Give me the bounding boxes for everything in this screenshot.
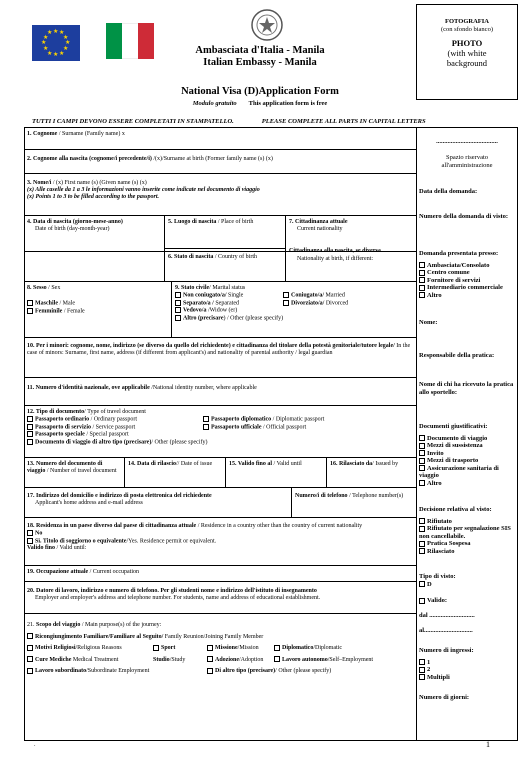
- sidebar-entries: Numero di ingressi: 1 2 Multipli: [419, 647, 474, 681]
- residence-no-checkbox[interactable]: [27, 530, 33, 536]
- field-surname[interactable]: 1. Cognome / Surname (Family name) x: [24, 128, 416, 150]
- other-purpose-checkbox[interactable]: [207, 668, 213, 674]
- refused-sis-checkbox[interactable]: [419, 526, 425, 532]
- italian-republic-emblem-icon: [250, 8, 284, 42]
- subordinate-employment-checkbox[interactable]: [27, 668, 33, 674]
- family-reunion-checkbox[interactable]: [27, 633, 33, 639]
- field-first-names[interactable]: 3. Nome/i / (x) First name (s) (Given name (s) (x) (x) Alle caselle da 1 a 3 le informazioni vanno inserite come indicate nel documento di viaggio (x) Points 1 to 3 to be filled according to the passport.: [24, 174, 416, 216]
- refused-checkbox[interactable]: [419, 518, 425, 524]
- field-date-of-birth[interactable]: 4. Data di nascita (giorno-mese-anno) Date of birth (day-month-year): [24, 216, 165, 282]
- sidebar-from: dal ............................: [419, 612, 475, 619]
- sidebar-days: Numero di giorni:: [419, 694, 470, 701]
- embassy-checkbox[interactable]: [419, 262, 425, 268]
- doc-insurance-checkbox[interactable]: [419, 465, 425, 471]
- field-issue-date[interactable]: 14. Data di rilascio// Date of issue: [125, 458, 226, 488]
- field-nationality[interactable]: 7. Cittadinanza attuale Current nationality Cittadinanza alla nascita, se diversa Nationality at birth, if different:: [286, 216, 416, 282]
- widow-checkbox[interactable]: [175, 307, 181, 313]
- visa-d-checkbox[interactable]: [419, 581, 425, 587]
- diplomatic-checkbox[interactable]: [274, 645, 280, 651]
- doc-invitation-checkbox[interactable]: [419, 450, 425, 456]
- doc-travel-checkbox[interactable]: [419, 435, 425, 441]
- field-national-id[interactable]: 11. Numero d'identità nazionale, ove applicabile /National identity number, where applicable: [24, 378, 416, 406]
- sport-checkbox[interactable]: [153, 645, 159, 651]
- eu-flag: ★ ★ ★ ★ ★ ★ ★ ★ ★ ★ ★ ★: [32, 25, 80, 61]
- diplomatic-passport-checkbox[interactable]: [203, 416, 209, 422]
- form-title: National Visa (D)Application Form: [181, 86, 339, 97]
- self-employment-checkbox[interactable]: [274, 656, 280, 662]
- sidebar-application-date: Data della domanda:: [419, 188, 478, 195]
- field-employer[interactable]: 20. Datore di lavoro, indirizzo e numero di telefono. Per gli studenti nome e indirizzo dell'istituto di insegnamento Employer and employer's address and telephone number. For students, name and address of educational establishment.: [24, 582, 416, 614]
- sidebar-responsible: Responsabile della pratica:: [419, 352, 495, 359]
- doc-means-checkbox[interactable]: [419, 443, 425, 449]
- single-checkbox[interactable]: [175, 292, 181, 298]
- mission-checkbox[interactable]: [207, 645, 213, 651]
- issued-checkbox[interactable]: [419, 548, 425, 554]
- intermediary-checkbox[interactable]: [419, 285, 425, 291]
- married-checkbox[interactable]: [283, 292, 289, 298]
- medical-checkbox[interactable]: [27, 656, 33, 662]
- ordinary-passport-checkbox[interactable]: [27, 416, 33, 422]
- adoption-checkbox[interactable]: [207, 656, 213, 662]
- sidebar-valid: Valido:: [419, 597, 515, 605]
- field-travel-document-type[interactable]: 12. Tipo di documento/ Type of travel document Passaporto ordinario / Ordinary passport Passaporto diplomatico / Diplomatic passport Passaporto di servizio / Service passport Passaporto ufficiale / Official passport Passaporto speciale / Special passport Documento di viaggio di altro tipo (precisare)/ Other (please specify): [24, 406, 416, 458]
- field-issued-by[interactable]: 16. Rilasciato da/ Issued by: [327, 458, 416, 488]
- service-passport-checkbox[interactable]: [27, 424, 33, 430]
- sidebar-decision: Decisione relativa al visto: Rifiutato Rifiutato per segnalazione SIS non cancellabile. Pratica Sospesa Rilasciato: [419, 506, 511, 555]
- official-passport-checkbox[interactable]: [203, 424, 209, 430]
- religious-checkbox[interactable]: [27, 645, 33, 651]
- sidebar-name: Nome:: [419, 319, 438, 326]
- italy-flag: [106, 23, 154, 59]
- admin-divider: [416, 127, 417, 741]
- field-valid-until[interactable]: 15. Valido fino al / Valid until: [226, 458, 327, 488]
- suspended-checkbox[interactable]: [419, 541, 425, 547]
- page-number: 1: [486, 740, 490, 749]
- field-purpose[interactable]: 21. Scopo del viaggio / Main purpose(s) of the journey: Ricongiungimento Familiare/Familiare al Seguito/ Family Reunion/Joining Family Member Motivi Religiosi/Religious Reasons Sport Missione/Mission Diplomatico/Diplomatic Cure Mediche Medical Treatment Studio/Study Adozione/Adoption Lavoro autonomo/Self–Employment Lavoro subordinato/Subordinate Employment Di altro tipo (precisare)/ Other (please specify): [27, 622, 374, 674]
- male-checkbox[interactable]: [27, 300, 33, 306]
- field-document-number[interactable]: 13. Numero del documento di viaggio / Number of travel document: [24, 458, 125, 488]
- field-home-address[interactable]: 17. Indirizzo del domicilio e indirizzo di posta elettronica del richiedente Applicant's home address and e-mail address: [24, 488, 292, 518]
- other-submitted-checkbox[interactable]: [419, 292, 425, 298]
- residence-yes-checkbox[interactable]: [27, 538, 33, 544]
- field-country-of-birth[interactable]: 6. Stato di nascita / Country of birth: [165, 249, 286, 282]
- free-notice: Modulo gratuito This application form is free: [192, 100, 328, 107]
- sidebar-submitted-at: Domanda presentata presso: Ambasciata/Consolato Centro comune Fornitore di servizi Intermediario commerciale Altro: [419, 250, 503, 299]
- sidebar-to: al..............................: [419, 627, 473, 634]
- other-marital-checkbox[interactable]: [175, 315, 181, 321]
- field-sex[interactable]: 8. Sesso / Sex Maschile / Male Femminile / Female: [24, 282, 172, 338]
- footer-mark: .: [34, 742, 36, 748]
- field-place-of-birth[interactable]: 5. Luogo di nascita / Place of birth: [165, 216, 286, 249]
- other-document-checkbox[interactable]: [27, 439, 33, 445]
- field-telephone[interactable]: Numero/i di telefono / Telephone number(s): [292, 488, 416, 518]
- photo-box: FOTOGRAFIA (con sfondo bianco) PHOTO (with white background: [416, 4, 518, 100]
- field-surname-at-birth[interactable]: 2. Cognome alla nascita (cognome/i precedente/i) /(x)/Surname at birth (Former family name (s) (x): [24, 150, 416, 174]
- common-centre-checkbox[interactable]: [419, 270, 425, 276]
- separated-checkbox[interactable]: [175, 300, 181, 306]
- sidebar-visa-type: Tipo di visto: D: [419, 573, 456, 588]
- doc-other-checkbox[interactable]: [419, 480, 425, 486]
- field-residence[interactable]: 18. Residenza in un paese diverso dal paese di cittadinanza attuale / Residence in a country other than the country of current nationality No Sì. Titolo di soggiorno o equivalente/Yes. Residence permit or equivalent. Valido fino / Valid until:: [24, 518, 416, 566]
- sidebar-documents: Documenti giustificativi: Documento di viaggio Mezzi di sussistenza Invito Mezzi di trasporto Assicurazione sanitaria di viaggio Altro: [419, 423, 499, 487]
- female-checkbox[interactable]: [27, 308, 33, 314]
- special-passport-checkbox[interactable]: [27, 431, 33, 437]
- sidebar-received-by: Nome di chi ha ricevuto la pratica allo sportello:: [419, 381, 514, 396]
- sidebar-application-number: Numero della domanda di visto:: [419, 213, 509, 220]
- entries-2-checkbox[interactable]: [419, 667, 425, 673]
- valid-checkbox[interactable]: [419, 598, 425, 604]
- instructions: TUTTI I CAMPI DEVONO ESSERE COMPLETATI IN STAMPATELLO. PLEASE COMPLETE ALL PARTS IN CAPITAL LETTERS: [32, 118, 426, 125]
- entries-multiple-checkbox[interactable]: [419, 674, 425, 680]
- sidebar-reserved: Spazio riservato all'amministrazione: [441, 154, 493, 169]
- divorced-checkbox[interactable]: [283, 300, 289, 306]
- field-occupation[interactable]: 19. Occupazione attuale / Current occupation: [24, 566, 416, 582]
- doc-transport-checkbox[interactable]: [419, 458, 425, 464]
- service-provider-checkbox[interactable]: [419, 277, 425, 283]
- field-minors-guardian[interactable]: 10. Per i minori: cognome, nome, indirizzo (se diverso da quello del richiedente) e cittadinanza del titolare della potestà genitoriale/tutore legale/ In the case of minors: Surname, first name, address (if different from applicant's) and nationality of parental authority / legal guardian: [24, 338, 416, 378]
- field-marital-status[interactable]: 9. Stato civile/ Marital status Non coniugato/a/ Single Coniugato/a/ Married Separato/a / Separated Divorziato/a/ Divorced Vedovo/a /Widow (er) Altro (precisare) / Other (please specify): [172, 282, 416, 338]
- embassy-title: Ambasciata d'Italia - Manila Italian Embassy - Manila: [195, 45, 325, 68]
- entries-1-checkbox[interactable]: [419, 659, 425, 665]
- sidebar-dots: ......................................: [436, 138, 498, 145]
